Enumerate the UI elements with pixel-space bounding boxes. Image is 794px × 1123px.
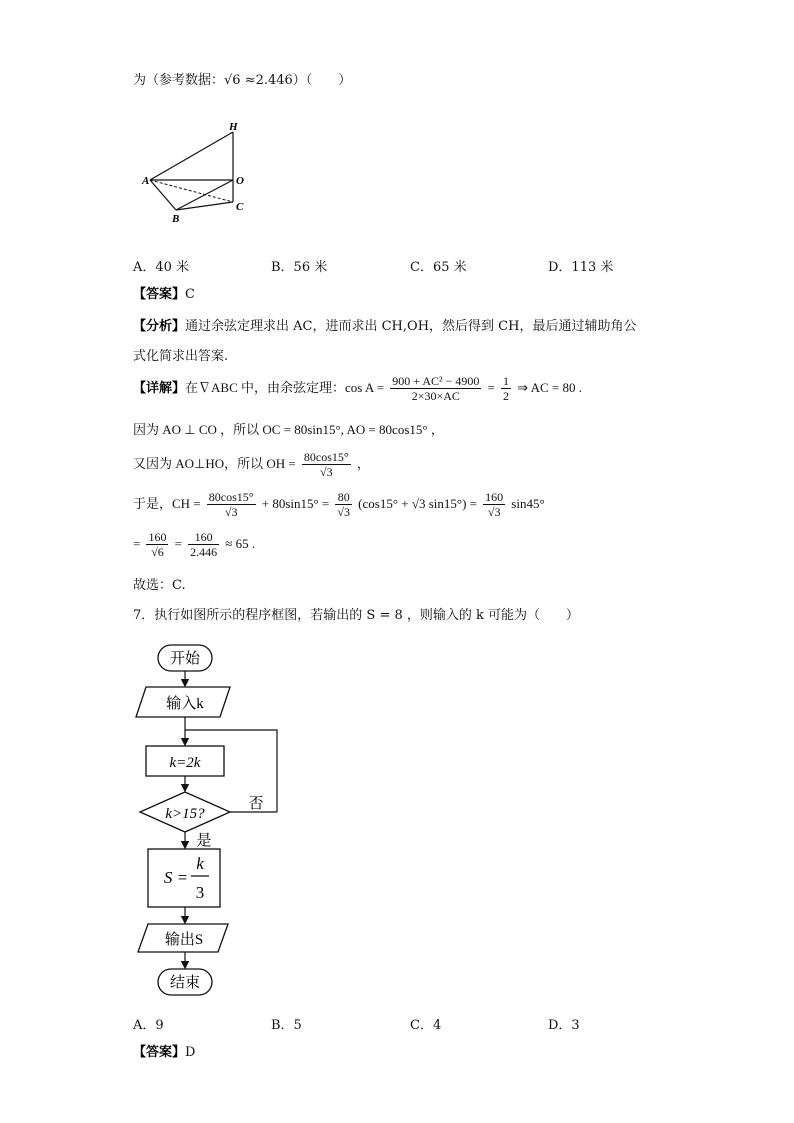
label-h: H <box>229 121 238 133</box>
flow-condition-label: k>15? <box>165 806 205 822</box>
fraction-ch-2: $\frac{80}{√3}$ <box>337 490 351 519</box>
detail-tag: 【详解】 <box>133 381 186 396</box>
flow-calc-lhs: S = <box>163 868 189 887</box>
analysis-tag: 【分析】 <box>133 319 186 334</box>
fraction-ch-1: $\frac{80\cos 15^\circ}{√3}$ <box>208 490 254 519</box>
flow-calc-den: 3 <box>195 883 205 902</box>
answer-6 <box>133 286 195 304</box>
fraction-oh: $\frac{80\cos 15^\circ}{√3}$ <box>303 450 349 479</box>
flow-start-label: 开始 <box>169 651 201 667</box>
q7-option-c: C．4 <box>410 1018 442 1033</box>
detail-line-2: 因为 AO ⊥ CO ，所以 OC = 80sin15°, AO = 80cos15° ， <box>133 422 444 437</box>
detail-l1-pre: 在∇ABC 中，由余弦定理：cos A = <box>185 380 385 395</box>
label-a: A <box>142 175 150 187</box>
detail-line-4: 于是，CH = $\frac{80\cos 15^\circ}{√3}$ + 80sin15° = $\frac{80}{√3}$ (cos15° + √3 sin15°) = $\frac{160}{√3}$ sin45° <box>133 490 545 519</box>
q6-option-a: A．40 米 <box>133 260 190 275</box>
answer7-value: D <box>185 1045 196 1060</box>
geometry-figure <box>140 118 260 228</box>
flow-calc-num: k <box>196 854 204 873</box>
fraction-cosine: $\frac{\text{900 + AC² − 4900}}{2\times 30\times AC}$ <box>392 374 480 403</box>
analysis-line-1 <box>133 318 636 336</box>
label-c: C <box>236 201 244 213</box>
fraction-2446: $\frac{160}{2.446}$ <box>190 530 218 559</box>
label-o: O <box>236 175 244 187</box>
fraction-ch-3: $\frac{160}{√3}$ <box>485 490 504 519</box>
detail-line-3: 又因为 AO⊥HO，所以 OH = $\frac{80\cos 15^\circ}{√3}$ ， <box>133 450 370 479</box>
q7-option-b: B．5 <box>271 1018 302 1033</box>
intro-line: 为（参考数据：√6 ≈2.446）（ ） <box>133 73 352 88</box>
fraction-half: $\frac{1}{2}$ <box>503 374 510 403</box>
analysis-text-1: 通过余弦定理求出 AC，进而求出 CH,OH，然后得到 CH，最后通过辅助角公 <box>185 319 637 334</box>
flow-end-label: 结束 <box>169 975 201 991</box>
q7-option-a: A．9 <box>133 1018 164 1033</box>
flow-input-label: 输入k <box>166 696 204 712</box>
flowchart <box>130 640 290 1002</box>
q6-option-d: D．113 米 <box>548 260 614 275</box>
detail-line-5: = $\frac{160}{√6}$ = $\frac{160}{2.446}$ ≈ 65 . <box>133 530 256 559</box>
answer7-tag: 【答案】 <box>133 1045 186 1060</box>
answer-tag: 【答案】 <box>133 287 186 302</box>
q6-option-c: C．65 米 <box>410 260 467 275</box>
question-7: 7．执行如图所示的程序框图，若输出的 S = 8 ，则输入的 k 可能为（ ） <box>133 608 580 623</box>
analysis-line-2: 式化简求出答案. <box>133 349 229 364</box>
flow-output-label: 输出S <box>164 932 204 948</box>
flow-assign-label: k=2k <box>169 755 201 771</box>
q6-option-b: B．56 米 <box>271 260 328 275</box>
label-b: B <box>172 213 180 225</box>
flow-no-label: 否 <box>248 796 264 812</box>
flow-yes-label: 是 <box>196 833 212 849</box>
detail-line-1: 【详解】在∇ABC 中，由余弦定理：cos A = $\frac{\text{900 + AC² − 4900}}{2\times 30\times AC}$ = $\frac{1}{2}$ ⇒ AC = 80 . <box>133 374 582 403</box>
choose-line: 故选：C. <box>133 578 186 593</box>
fraction-root6: $\frac{160}{√6}$ <box>148 530 167 559</box>
q7-option-d: D．3 <box>548 1018 580 1033</box>
answer-7 <box>133 1044 195 1062</box>
answer-value: C <box>185 287 195 302</box>
